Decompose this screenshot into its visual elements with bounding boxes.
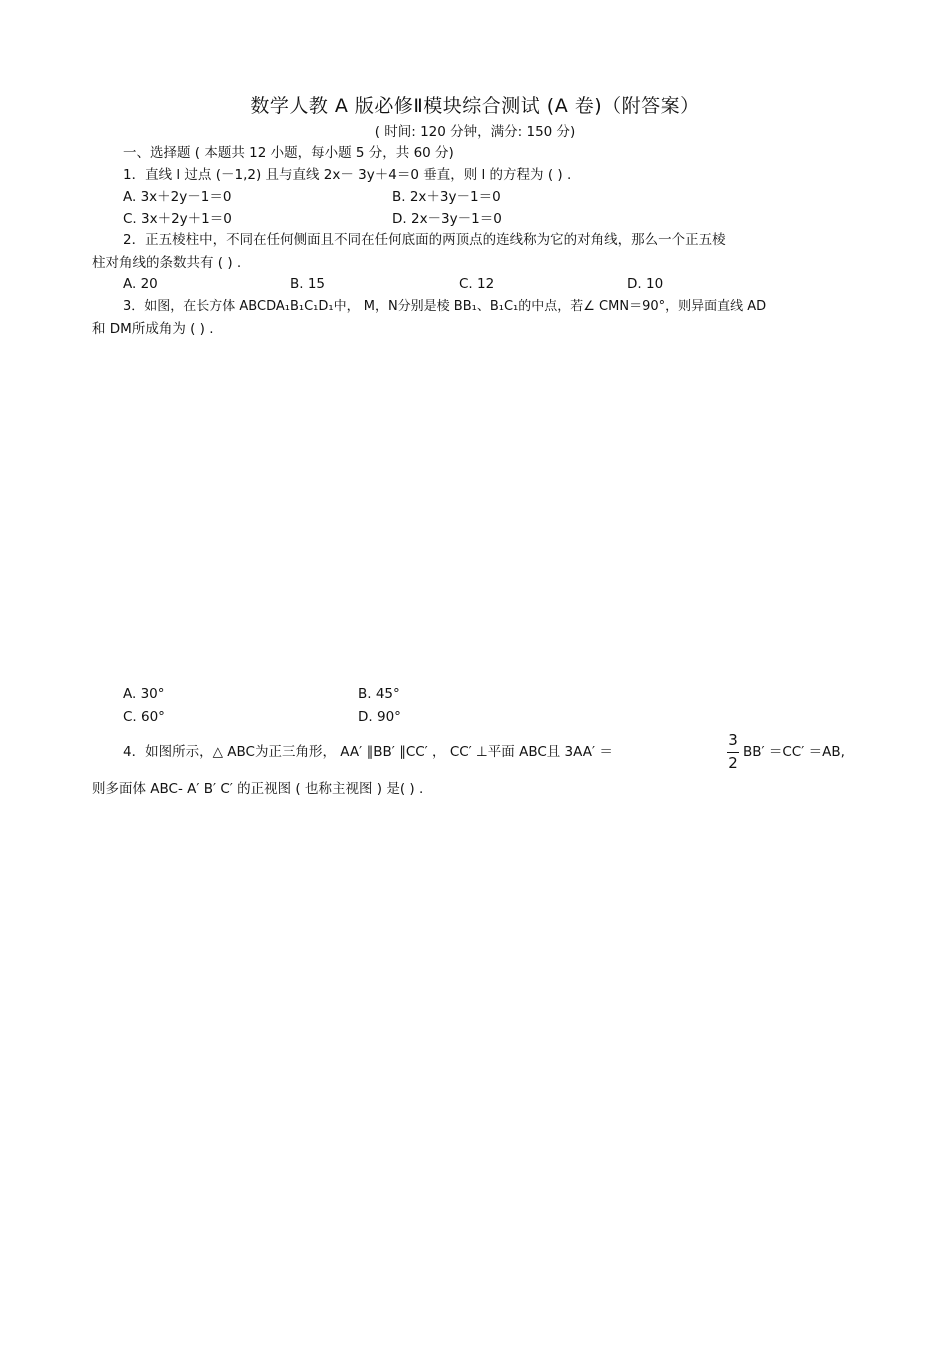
question-1-option-b: B. 2x＋3y－1＝0 — [392, 189, 501, 205]
question-2-stem-line1: 2．正五棱柱中，不同在任何侧面且不同在任何底面的两顶点的连线称为它的对角线，那么一个正五棱 — [123, 232, 726, 248]
fraction-numerator: 3 — [728, 731, 738, 749]
question-3-option-c: C. 60° — [123, 709, 165, 725]
question-3-stem-line1: 3．如图，在长方体 ABCDA₁B₁C₁D₁中， M，N分别是棱 BB₁、B₁C₁的中点，若∠ CMN＝90°，则异面直线 AD — [123, 299, 767, 314]
question-3-option-d: D. 90° — [358, 709, 401, 725]
question-4-stem-line2: 则多面体 ABC- A′ B′ C′ 的正视图 ( 也称主视图 ) 是( ) . — [92, 781, 424, 797]
question-2-option-c: C. 12 — [459, 276, 495, 292]
question-2-option-a: A. 20 — [123, 276, 158, 292]
page-title: 数学人教 A 版必修Ⅱ模块综合测试 (A 卷)（附答案） — [250, 95, 700, 117]
question-4-stem-line1-part2: BB′ ＝CC′ ＝AB, — [743, 744, 845, 760]
question-2-option-d: D. 10 — [627, 276, 664, 292]
question-3-stem-line2: 和 DM所成角为 ( ) . — [92, 321, 214, 337]
question-1-option-d: D. 2x－3y－1＝0 — [392, 211, 502, 227]
question-2-stem-line2: 柱对角线的条数共有 ( ) . — [92, 255, 242, 271]
question-3-option-a: A. 30° — [123, 686, 165, 702]
question-3-option-b: B. 45° — [358, 686, 400, 702]
question-2-option-b: B. 15 — [290, 276, 326, 292]
section-heading: 一、选择题 ( 本题共 12 小题，每小题 5 分，共 60 分) — [123, 145, 454, 161]
question-1-stem: 1．直线 l 过点 (－1,2) 且与直线 2x－ 3y＋4＝0 垂直，则 l 的方程为 ( ) . — [123, 167, 572, 183]
fraction-bar — [727, 752, 739, 753]
question-1-option-c: C. 3x＋2y＋1＝0 — [123, 211, 232, 227]
question-1-option-a: A. 3x＋2y－1＝0 — [123, 189, 232, 205]
fraction-denominator: 2 — [728, 754, 738, 772]
exam-time-score: ( 时间: 120 分钟，满分: 150 分) — [374, 124, 576, 140]
question-4-stem-line1-part1: 4．如图所示，△ ABC为正三角形， AA′ ∥BB′ ∥CC′ ， CC′ ⊥平面 ABC且 3AA′ ＝ — [123, 744, 613, 760]
